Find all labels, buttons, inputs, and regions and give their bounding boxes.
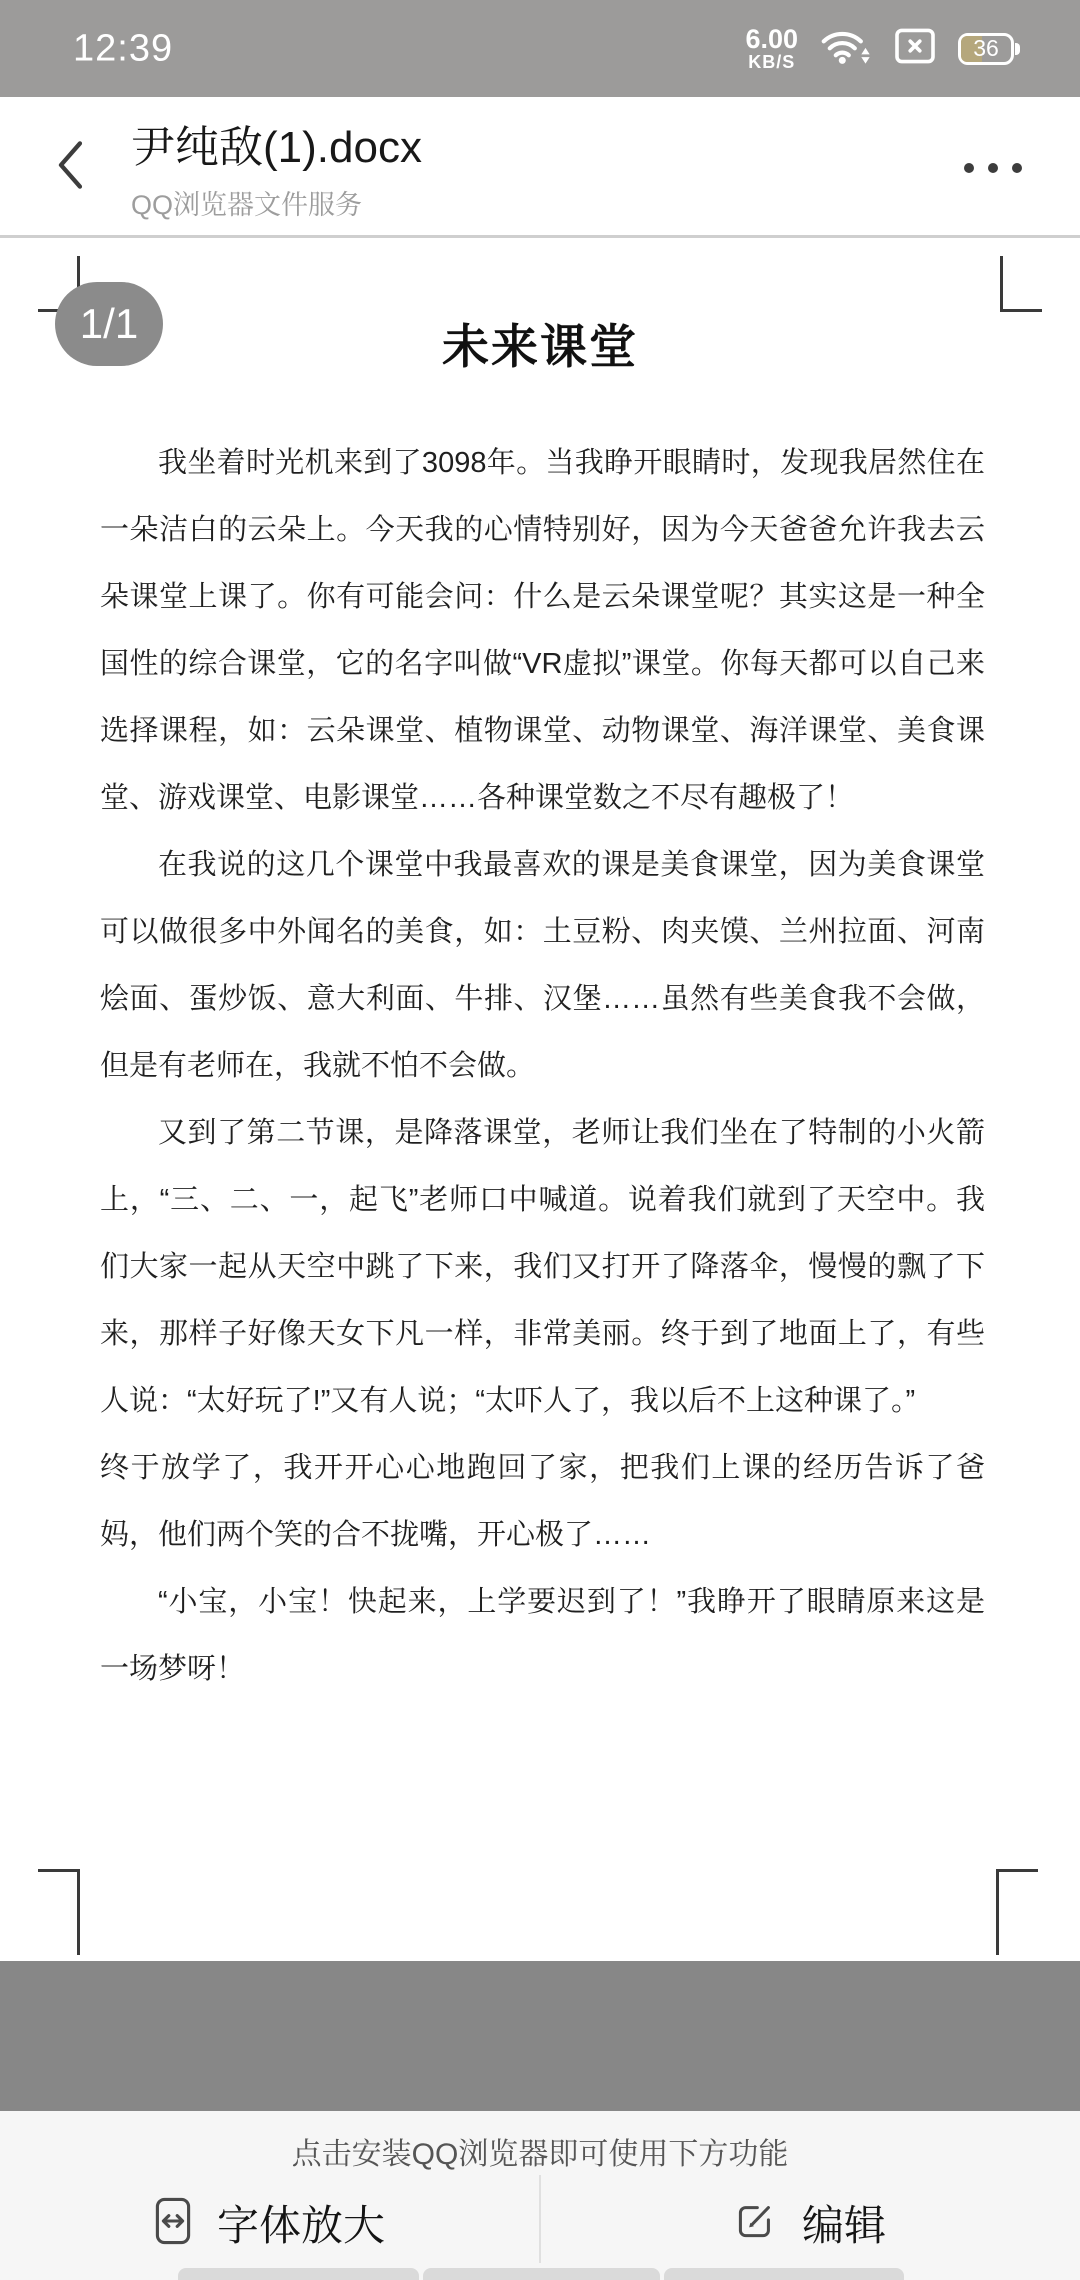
margin-mark-bottom-right — [996, 1869, 1038, 1955]
edit-label: 编辑 — [801, 2202, 886, 2249]
paragraph: “小宝，小宝！快起来，上学要迟到了！”我睁开了眼睛原来这是一场梦呀！ — [100, 1586, 985, 1685]
margin-mark-bottom-left — [38, 1869, 80, 1955]
toolbar-divider — [539, 2175, 541, 2263]
paragraph: 在我说的这几个课堂中我最喜欢的课是美食课堂，因为美食课堂可以做很多中外闻名的美食，如：土豆粉、肉夹馍、兰州拉面、河南烩面、蛋炒饭、意大利面、牛排、汉堡……虽然有些美食我不会做，但是有老师在，我就不怕不会做。 — [100, 849, 985, 1082]
back-button[interactable] — [40, 119, 100, 215]
page-background-band — [0, 1961, 1080, 2111]
font-zoom-label: 字体放大 — [216, 2202, 385, 2249]
bottom-strip — [664, 2268, 904, 2280]
battery-percentage: 36 — [973, 35, 999, 61]
paragraph: 终于放学了，我开开心心地跑回了家，把我们上课的经历告诉了爸妈，他们两个笑的合不拢嘴，开心极了…… — [100, 1452, 985, 1551]
edit-button[interactable] — [540, 2173, 1080, 2273]
page-indicator-badge: 1/1 — [55, 282, 163, 366]
edit-pencil-icon — [734, 2200, 776, 2247]
document-viewport[interactable] — [0, 241, 1080, 1961]
network-speed-indicator — [745, 23, 798, 73]
ellipsis-icon — [964, 163, 974, 173]
bottom-strip — [423, 2268, 660, 2280]
file-subtitle: QQ浏览器文件服务 — [131, 190, 363, 220]
network-speed-value: 6.00 — [745, 23, 798, 54]
font-zoom-button[interactable] — [0, 2173, 540, 2273]
bottom-strips — [0, 2268, 1080, 2280]
footer — [0, 2111, 1080, 2280]
document-body — [100, 430, 985, 1703]
wifi-icon — [820, 26, 872, 71]
chevron-left-icon — [52, 137, 88, 198]
sim-card-icon — [894, 28, 936, 69]
font-zoom-icon — [155, 2197, 191, 2250]
bottom-strip — [178, 2268, 419, 2280]
paragraph: 又到了第二节课，是降落课堂，老师让我们坐在了特制的小火箭上，“三、二、一，起飞”老师口中喊道。说着我们就到了天空中。我们大家一起从天空中跳了下来，我们又打开了降落伞，慢慢的飘了下来，那样子好像天女下凡一样，非常美丽。终于到了地面上了，有些人说：“太好玩了!”又有人说；“太吓人了，我以后不上这种课了。” — [100, 1117, 985, 1417]
install-hint-text: 点击安装QQ浏览器即可使用下方功能 — [291, 2138, 789, 2171]
file-title-block — [131, 111, 422, 222]
status-bar — [0, 0, 1080, 97]
margin-mark-top-right — [1000, 256, 1042, 312]
clock: 12:39 — [73, 27, 174, 69]
network-speed-unit: KB/S — [748, 52, 796, 73]
paragraph: 我坐着时光机来到了3098年。当我睁开眼睛时，发现我居然住在一朵洁白的云朵上。今天我的心情特别好，因为今天爸爸允许我去云朵课堂上课了。你有可能会问：什么是云朵课堂呢？其实这是一种全国性的综合课堂，它的名字叫做“VR虚拟”课堂。你每天都可以自己来选择课程，如：云朵课堂、植物课堂、动物课堂、海洋课堂、美食课堂、游戏课堂、电影课堂……各种课堂数之不尽有趣极了！ — [100, 447, 985, 814]
document-title: 未来课堂 — [442, 320, 638, 373]
header — [0, 97, 1080, 238]
more-menu-button[interactable] — [948, 133, 1038, 203]
battery-icon — [958, 33, 1014, 65]
file-title: 尹纯敌(1).docx — [131, 123, 422, 172]
status-icons — [745, 0, 1014, 97]
